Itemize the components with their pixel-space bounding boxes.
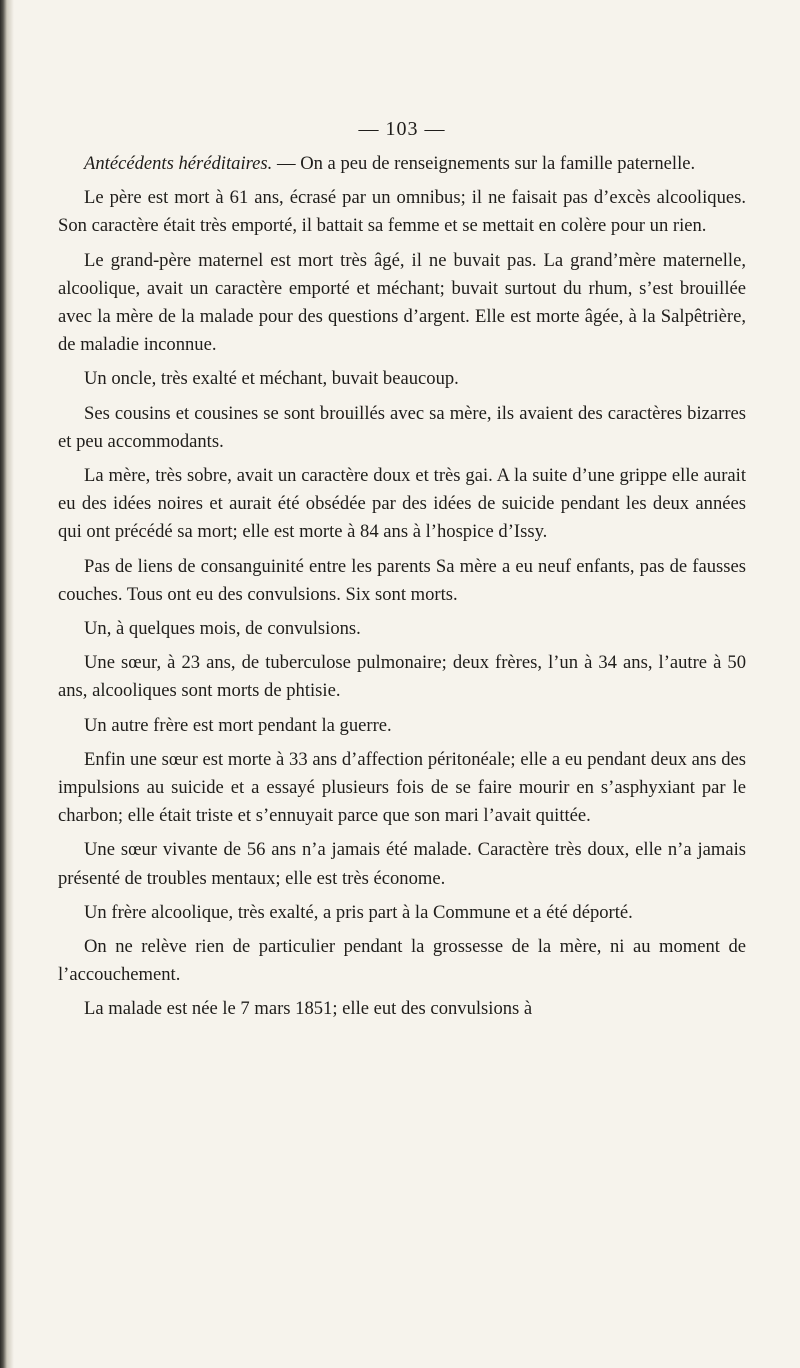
paragraph-cousins: Ses cousins et cousines se sont brouillés avec sa mère, ils avaient des caractères bizarres et peu accommodants. [58,402,746,452]
body-text [58,150,746,1030]
paragraph-text: — On a peu de renseignements sur la famille paternelle. [272,153,696,174]
paragraph-antecedents [58,150,746,178]
paragraph-birth: La malade est née le 7 mars 1851; elle eut des convulsions à [84,998,533,1020]
paragraph-grandparents: Le grand-père maternel est mort très âgé, il ne buvait pas. La grand’mère maternelle, alcoolique, avait un caractère emporté et méchant; buvait surtout du rhum, s’est brouillée avec la mère de la malade pour des questions d’argent. Elle est morte âgée, à la Salpêtrière, de maladie inconnue. [58,249,746,356]
book-page [58,0,746,1368]
paragraph-living-sister: Une sœur vivante de 56 ans n’a jamais été malade. Caractère très doux, elle n’a jamais présenté de troubles mentaux; elle est très économe. [58,839,746,889]
paragraph-father: Le père est mort à 61 ans, écrasé par un omnibus; il ne faisait pas d’excès alcooliques. Son caractère était très emporté, il battait sa femme et se mettait en colère pour un rien. [58,187,746,237]
paragraph-sibling-one: Un, à quelques mois, de convulsions. [84,618,361,640]
paragraph-consanguinity: Pas de liens de consanguinité entre les parents Sa mère a eu neuf enfants, pas de fausses couches. Tous ont eu des convulsions. Six sont morts. [58,555,746,605]
paragraph-brother-commune: Un frère alcoolique, très exalté, a pris part à la Commune et a été déporté. [84,901,633,923]
section-heading: Antécédents héréditaires. [84,153,273,174]
page-binding-edge [0,0,14,1368]
paragraph-sister-peritoneal: Enfin une sœur est morte à 33 ans d’affection péritonéale; elle a eu pendant deux ans des impulsions au suicide et a essayé plusieurs fois de se faire mourir en s’asphyxiant par le charbon; elle était triste et s’ennuyait parce que son mari l’avait quittée. [58,748,746,827]
paragraph-mother: La mère, très sobre, avait un caractère doux et très gai. A la suite d’une grippe elle aurait eu des idées noires et aurait été obsédée par des idées de suicide pendant les deux années qui ont précédé sa mort; elle est morte à 84 ans à l’hospice d’Issy. [58,465,746,543]
paragraph-brother-war: Un autre frère est mort pendant la guerre. [84,714,392,736]
page-number: — 103 — [358,118,446,140]
paragraph-sister-brothers: Une sœur, à 23 ans, de tuberculose pulmonaire; deux frères, l’un à 34 ans, l’autre à 50 ans, alcooliques sont morts de phtisie. [58,652,746,702]
paragraph-pregnancy: On ne relève rien de particulier pendant la grossesse de la mère, ni au moment de l’accouchement. [58,936,746,986]
paragraph-uncle: Un oncle, très exalté et méchant, buvait beaucoup. [84,368,459,390]
